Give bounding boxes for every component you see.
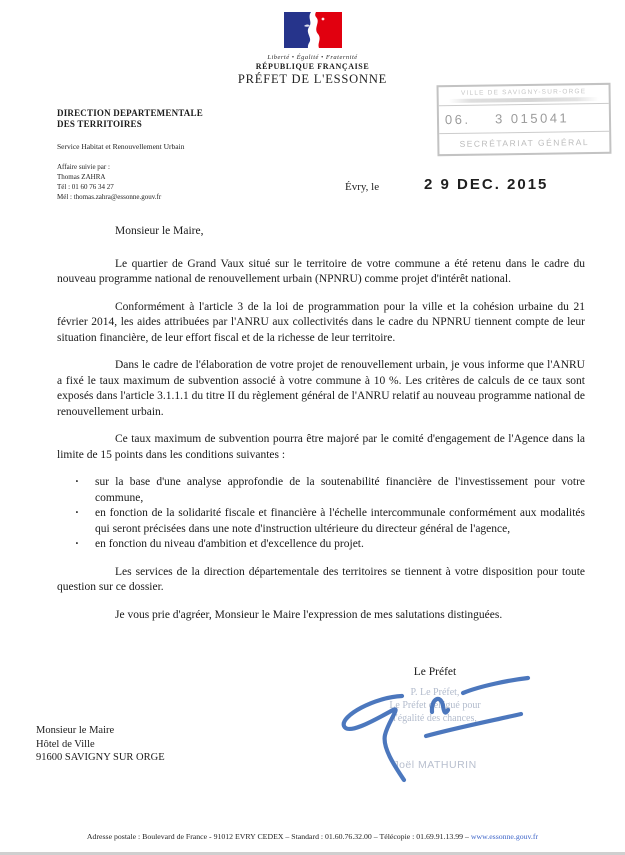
paragraph-3: Dans le cadre de l'élaboration de votre projet de renouvellement urbain, je vous informe que l'ANRU a fixé le taux maximum de subvention associé à votre commune à 10 %. Les critères de calculs de ce taux sont exposés dans l'article 3.1.1.1 du titre II du règlement général de l'ANRU relatif au nouveau programme national de renouvellement urbain. <box>57 359 585 418</box>
salutation: Monsieur le Maire, <box>115 225 204 237</box>
sender-contact-name: Thomas ZAHRA <box>57 173 106 181</box>
paragraph-5: Les services de la direction départementale des territoires se tiennent à votre disposition pour toute question sur ce dossier. <box>57 565 585 593</box>
sender-direction-line1: DIRECTION DEPARTEMENTALE <box>57 108 203 118</box>
delegation-line-2: Le Préfet délégué pour <box>389 700 481 711</box>
delegation-line-3: l'égalité des chances, <box>393 713 477 724</box>
arrival-stamp <box>437 83 612 156</box>
list-item-text: en fonction de la solidarité fiscale et financière à l'échelle intercommunale conformément aux modalités qui seront précisées dans une note d'instruction ultérieure du directeur général de l'agence, <box>95 507 585 535</box>
list-item <box>57 537 585 553</box>
sender-email: Mél : thomas.zahra@essonne.gouv.fr <box>57 193 162 201</box>
dateline-place: Évry, le <box>345 181 380 193</box>
signatory-name: Joël MATHURIN <box>393 759 477 771</box>
conditions-list <box>57 475 585 553</box>
date-stamp: 2 9 DEC. 2015 <box>424 176 549 193</box>
stamp-service-line: SECRÉTARIAT GÉNÉRAL <box>459 137 590 149</box>
stamp-registration-number: 06. 3 015041 <box>439 103 609 134</box>
signature-block <box>330 666 580 811</box>
paragraph-2: Conformément à l'article 3 de la loi de programmation pour la ville et la cohésion urbaine du 21 février 2014, les aides attribuées par l'ANRU aux collectivités dans le cadre du NPNRU tiennent compte de leur situation financière, de leur effort fiscal et de la richesse de leur territoire. <box>57 300 585 344</box>
list-item-text: en fonction du niveau d'ambition et d'excellence du projet. <box>95 538 364 550</box>
footer-text: Adresse postale : Boulevard de France - 91012 EVRY CEDEX – Standard : 01.60.76.32.00 – Télécopie : 01.69.91.13.99 – <box>86 832 471 841</box>
bullet-icon: · <box>75 507 79 519</box>
recipient-line-3: 91600 SAVIGNY SUR ORGE <box>36 752 165 763</box>
stamp-illegible-line <box>449 97 599 103</box>
website-link[interactable]: www.essonne.gouv.fr <box>470 832 539 841</box>
letter-body <box>57 224 585 635</box>
delegation-line-1: P. Le Préfet, <box>410 687 460 698</box>
paragraph-6: Je vous prie d'agréer, Monsieur le Maire l'expression de mes salutations distinguées. <box>115 608 503 621</box>
list-item-text: sur la base d'une analyse approfondie de la soutenabilité financière de l'investissement pour votre commune, <box>95 476 585 504</box>
republic-name: RÉPUBLIQUE FRANÇAISE <box>255 62 370 71</box>
paragraph-4: Ce taux maximum de subvention pourra être majoré par le comité d'engagement de l'Agence dans la limite de 15 points dans les conditions suivantes : <box>57 433 585 461</box>
sender-followup-label: Affaire suivie par : <box>57 163 110 171</box>
list-item <box>57 475 585 506</box>
marianne-logo-icon <box>282 12 344 53</box>
stamp-city-line: VILLE DE SAVIGNY-SUR-ORGE <box>460 88 587 97</box>
recipient-line-1: Monsieur le Maire <box>36 725 115 736</box>
sender-direction-line2: DES TERRITOIRES <box>57 119 142 129</box>
bullet-icon: · <box>75 538 79 550</box>
recipient-block <box>36 724 165 765</box>
recipient-line-2: Hôtel de Ville <box>36 738 95 750</box>
republique-francaise-header <box>0 12 625 71</box>
bullet-icon: · <box>75 476 79 488</box>
sender-service: Service Habitat et Renouvellement Urbain <box>57 142 185 151</box>
footer-address-line <box>0 832 625 841</box>
sender-phone: Tél : 01 60 76 34 27 <box>57 183 114 191</box>
list-item <box>57 506 585 537</box>
prefecture-title: PRÉFET DE L'ESSONNE <box>237 72 388 86</box>
republic-motto: Liberté • Égalité • Fraternité <box>267 54 358 61</box>
sender-block <box>57 108 203 202</box>
paragraph-1: Le quartier de Grand Vaux situé sur le territoire de votre commune a été retenu dans le cadre du nouveau programme national de renouvellement urbain (NPNRU) comme projet d'intérêt national. <box>57 257 585 285</box>
signatory-title: Le Préfet <box>413 666 457 678</box>
